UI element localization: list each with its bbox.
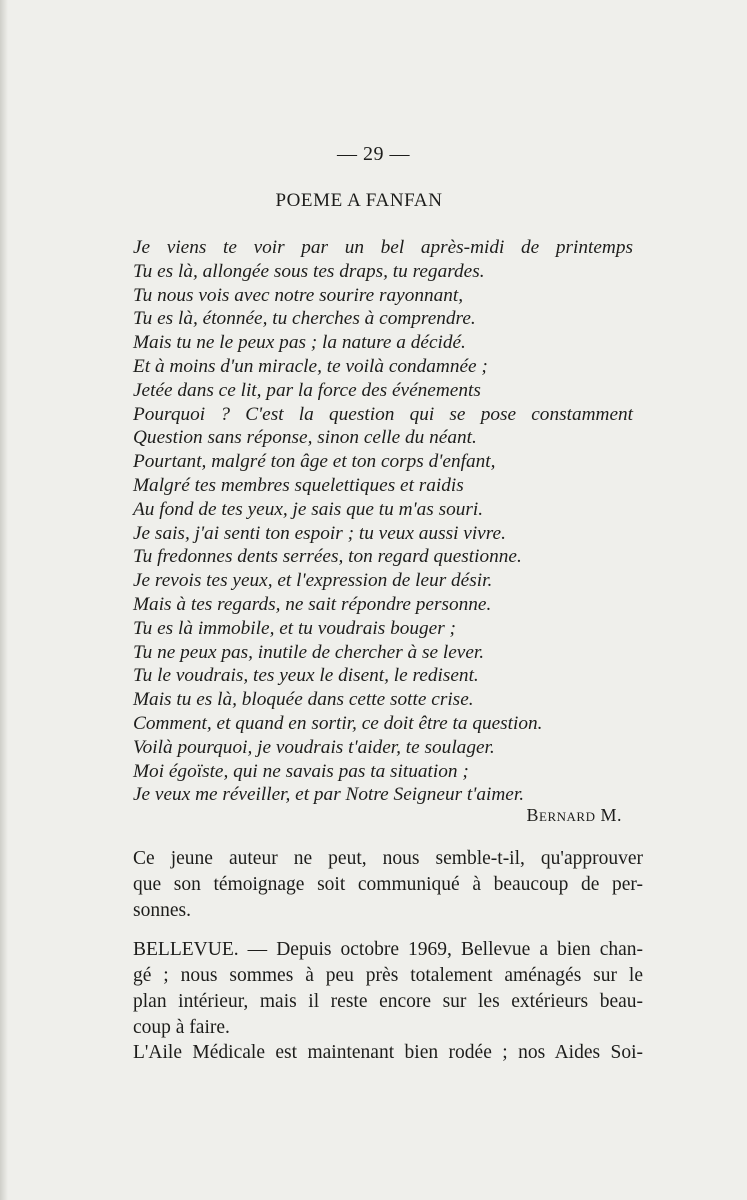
paragraph-line: plan intérieur, mais il reste encore sur les extérieurs beau-	[133, 991, 643, 1012]
page-number: — 29 —	[337, 143, 410, 165]
poem-line: Tu es là immobile, et tu voudrais bouger ;	[133, 617, 456, 639]
poem-line: Tu es là, étonnée, tu cherches à comprendre.	[133, 308, 476, 330]
poem-author-signature: Bernard M.	[526, 805, 622, 825]
paragraph-line: Ce jeune auteur ne peut, nous semble-t-il, qu'approuver	[133, 848, 643, 869]
poem-line: Je veux me réveiller, et par Notre Seigneur t'aimer.	[133, 784, 525, 806]
bellevue-paragraph	[133, 937, 643, 1041]
poem-line: Je sais, j'ai senti ton espoir ; tu veux aussi vivre.	[133, 522, 506, 544]
poem-line: Tu le voudrais, tes yeux le disent, le redisent.	[133, 665, 479, 687]
poem-line: Mais à tes regards, ne sait répondre personne.	[133, 593, 492, 615]
poem-line: Mais tu ne le peux pas ; la nature a décidé.	[133, 332, 466, 354]
poem-line: Au fond de tes yeux, je sais que tu m'as souri.	[133, 498, 484, 520]
poem-line: Jetée dans ce lit, par la force des événements	[133, 379, 481, 401]
poem-line: Comment, et quand en sortir, ce doit être ta question.	[133, 712, 543, 734]
poem-line: Tu ne peux pas, inutile de chercher à se lever.	[133, 641, 485, 663]
page-edge-shadow	[0, 0, 8, 1200]
poem-line: Moi égoïste, qui ne savais pas ta situation ;	[133, 760, 469, 782]
poem-title: POEME A FANFAN	[275, 190, 443, 211]
poem-line: Et à moins d'un miracle, te voilà condamnée ;	[133, 355, 488, 377]
poem-line: Pourtant, malgré ton âge et ton corps d'enfant,	[133, 451, 496, 473]
poem-line: Je viens te voir par un bel après-midi de printemps	[133, 237, 633, 258]
poem-line: Malgré tes membres squelettiques et raidis	[133, 474, 464, 496]
poem-line: Question sans réponse, sinon celle du néant.	[133, 427, 477, 449]
poem-line: Je revois tes yeux, et l'expression de leur désir.	[133, 570, 493, 592]
paragraph-line: coup à faire.	[133, 1017, 230, 1038]
poem-line: Pourquoi ? C'est la question qui se pose constamment	[133, 403, 633, 425]
paragraph-line: que son témoignage soit communiqué à beaucoup de per-	[133, 874, 643, 895]
commentary-paragraph	[133, 846, 643, 924]
poem-line: Tu fredonnes dents serrées, ton regard questionne.	[133, 546, 522, 568]
poem-line: Tu nous vois avec notre sourire rayonnant,	[133, 284, 464, 306]
poem-line: Tu es là, allongée sous tes draps, tu regardes.	[133, 260, 485, 282]
poem	[133, 236, 633, 807]
paragraph-line: BELLEVUE. — Depuis octobre 1969, Bellevue a bien chan-	[133, 939, 643, 960]
paragraph-line: L'Aile Médicale est maintenant bien rodée ; nos Aides Soi-	[133, 1042, 643, 1063]
poem-line: Voilà pourquoi, je voudrais t'aider, te soulager.	[133, 736, 495, 758]
aile-medicale-paragraph	[133, 1040, 643, 1066]
poem-line: Mais tu es là, bloquée dans cette sotte crise.	[133, 689, 474, 711]
paragraph-line: sonnes.	[133, 900, 191, 921]
paragraph-line: gé ; nous sommes à peu près totalement aménagés sur le	[133, 965, 643, 986]
